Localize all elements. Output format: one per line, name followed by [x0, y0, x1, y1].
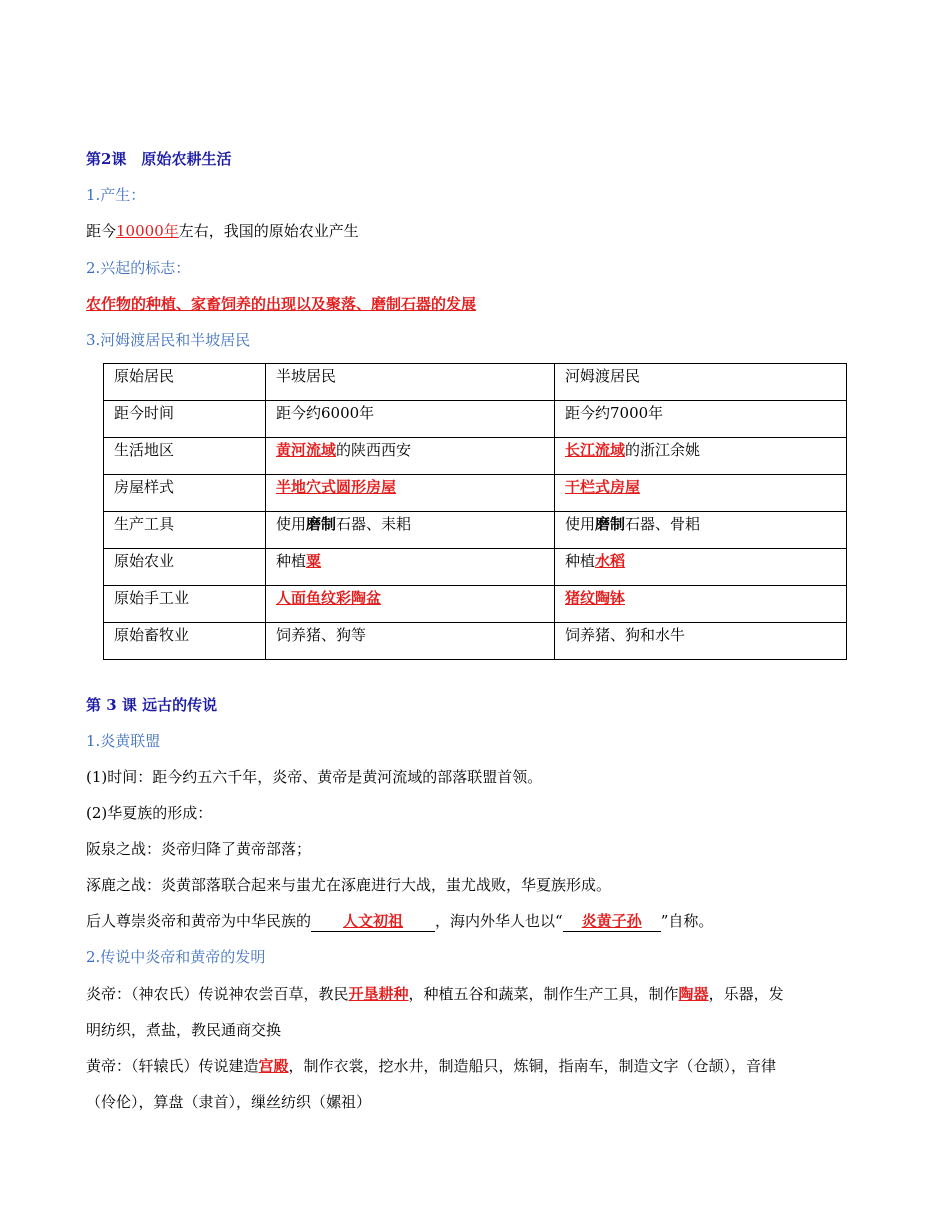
highlight: 水稻	[595, 552, 626, 570]
paragraph-time: (1)时间：距今约五六千年，炎帝、黄帝是黄河流域的部落联盟首领。	[86, 768, 543, 786]
header-cell: 半坡居民	[266, 364, 555, 401]
banpo-cell	[266, 438, 555, 475]
comparison-table	[103, 363, 847, 660]
section-origin-title: 1.产生：	[86, 186, 146, 204]
section-inventions-title: 2.传说中炎帝和黄帝的发明	[86, 948, 266, 966]
highlight: 干栏式房屋	[565, 478, 641, 496]
text: 种植	[565, 552, 596, 570]
hemudu-cell	[555, 401, 847, 438]
section-signs-text: 农作物的种植、家畜饲养的出现以及聚落、磨制石器的发展	[86, 295, 477, 313]
section-signs-title: 2.兴起的标志：	[86, 259, 191, 277]
highlight: 猪纹陶钵	[565, 589, 626, 607]
text: 使用	[565, 515, 596, 533]
hemudu-cell	[555, 623, 847, 660]
table-row	[104, 586, 847, 623]
highlight: 开垦耕种	[348, 985, 409, 1003]
highlight: 陶器	[678, 985, 709, 1003]
table-row	[104, 438, 847, 475]
highlight: 半地穴式圆形房屋	[276, 478, 397, 496]
text: 饲养猪、狗等	[276, 626, 367, 644]
highlight: 宫殿	[258, 1057, 289, 1075]
paragraph-ancestors	[86, 911, 713, 932]
banpo-cell	[266, 475, 555, 512]
yandi-line2: 明纺织，煮盐，教民通商交换	[86, 1021, 282, 1039]
row-label: 距今时间	[104, 401, 266, 438]
paragraph-banquan: 阪泉之战：炎帝归降了黄帝部落；	[86, 840, 312, 858]
text: 石器、骨耜	[625, 515, 701, 533]
banpo-cell	[266, 401, 555, 438]
hemudu-cell	[555, 549, 847, 586]
row-label: 房屋样式	[104, 475, 266, 512]
blank-fill	[563, 911, 661, 932]
highlight: 粟	[306, 552, 322, 570]
text: 左右，我国的原始农业产生	[178, 222, 359, 240]
huangdi-line1	[86, 1056, 856, 1076]
highlight-answer: 炎黄子孙	[581, 912, 642, 930]
row-label: 原始畜牧业	[104, 623, 266, 660]
bold-text: 磨制	[595, 515, 626, 533]
hemudu-cell	[555, 512, 847, 549]
text: ，海内外华人也以“	[435, 912, 563, 930]
lesson3-title: 第 3 课 远古的传说	[86, 696, 218, 714]
section-alliance-title: 1.炎黄联盟	[86, 732, 161, 750]
text: 黄帝：（轩辕氏）传说建造	[86, 1057, 259, 1075]
text: ，种植五谷和蔬菜，制作生产工具，制作	[408, 985, 679, 1003]
text: 石器、耒耜	[336, 515, 412, 533]
row-label: 原始农业	[104, 549, 266, 586]
hemudu-cell	[555, 475, 847, 512]
text: 种植	[276, 552, 307, 570]
row-label: 原始手工业	[104, 586, 266, 623]
hemudu-cell	[555, 586, 847, 623]
highlight: 人面鱼纹彩陶盆	[276, 589, 382, 607]
text: ，制作衣裳，挖水井，制造船只，炼铜，指南车，制造文字（仓颉），音律	[288, 1057, 777, 1075]
text: ，乐器，发	[708, 985, 784, 1003]
banpo-cell	[266, 586, 555, 623]
text: 距今约7000年	[565, 404, 664, 422]
table-row	[104, 549, 847, 586]
banpo-cell	[266, 623, 555, 660]
banpo-cell	[266, 512, 555, 549]
table-row	[104, 475, 847, 512]
table-header-row	[104, 364, 847, 401]
row-label: 生产工具	[104, 512, 266, 549]
table-row	[104, 512, 847, 549]
blank-fill	[311, 911, 435, 932]
text: 距今约6000年	[276, 404, 375, 422]
huangdi-line2: （伶伦），算盘（隶首），缫丝纺织（嫘祖）	[86, 1093, 372, 1111]
paragraph-zhuolu: 涿鹿之战：炎黄部落联合起来与蚩尤在涿鹿进行大战，蚩尤战败，华夏族形成。	[86, 876, 612, 894]
section-origin-text	[86, 221, 359, 241]
lesson2-title: 第2课 原始农耕生活	[86, 150, 232, 168]
highlight: 黄河流域	[276, 441, 337, 459]
text: 距今	[86, 222, 117, 240]
highlight: 长江流域	[565, 441, 626, 459]
header-cell: 河姆渡居民	[555, 364, 847, 401]
section-comparison-title: 3.河姆渡居民和半坡居民	[86, 331, 251, 349]
header-cell: 原始居民	[104, 364, 266, 401]
bold-text: 磨制	[306, 515, 337, 533]
yandi-line1	[86, 984, 856, 1004]
table-row	[104, 623, 847, 660]
row-label: 生活地区	[104, 438, 266, 475]
hemudu-cell	[555, 438, 847, 475]
table-row	[104, 401, 847, 438]
text: 使用	[276, 515, 307, 533]
paragraph-formation: (2)华夏族的形成：	[86, 804, 213, 822]
text: 的浙江余姚	[625, 441, 701, 459]
text: 炎帝：（神农氏）传说神农尝百草，教民	[86, 985, 349, 1003]
highlight-answer: 人文初祖	[343, 912, 404, 930]
text: 饲养猪、狗和水牛	[565, 626, 686, 644]
text: ”自称。	[660, 912, 714, 930]
text: 的陕西西安	[336, 441, 412, 459]
text: 后人尊崇炎帝和黄帝为中华民族的	[86, 912, 312, 930]
highlight-years: 10000年	[116, 222, 179, 240]
banpo-cell	[266, 549, 555, 586]
